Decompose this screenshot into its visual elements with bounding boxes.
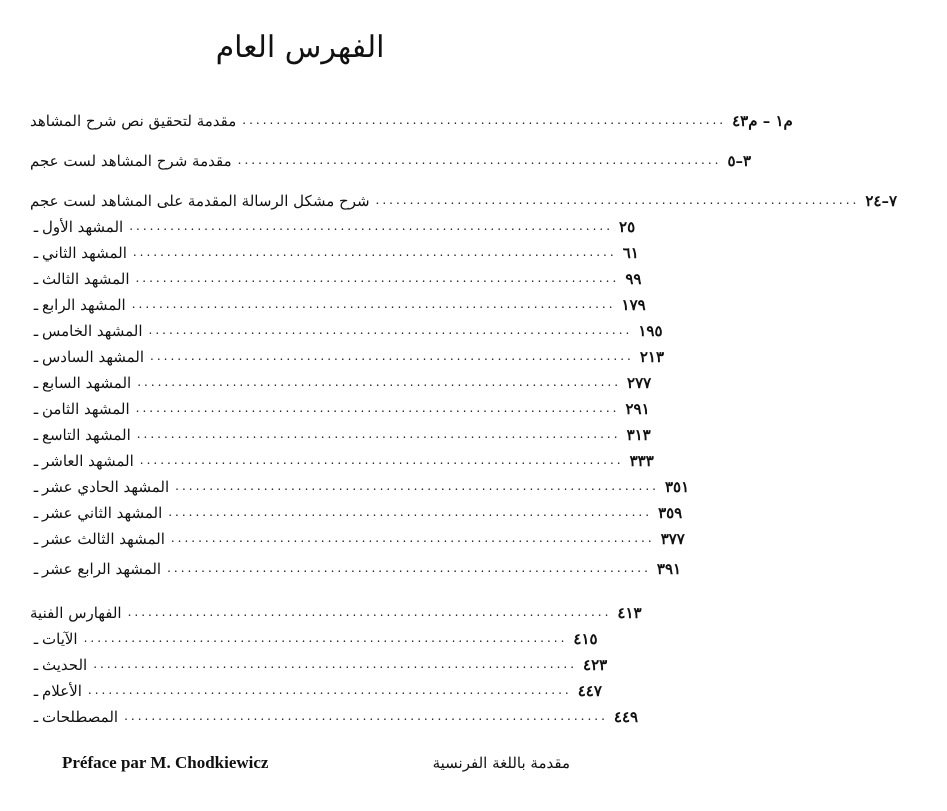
toc-entry-label: المصطلحات — [42, 708, 119, 726]
toc-entry — [30, 238, 639, 262]
toc-leader-dots: ....................................................................... — [139, 453, 624, 467]
toc-leader-dots: ....................................................................... — [87, 683, 572, 697]
toc-entry-page: ٤٤٧ — [577, 682, 602, 700]
toc-entry-page: ١٩٥ — [638, 322, 663, 340]
toc-entry — [30, 290, 646, 314]
toc-entry-label: المشهد الأول — [42, 218, 124, 236]
toc-dash: ـ — [33, 296, 39, 314]
toc-entry — [30, 554, 682, 578]
toc-dash: ـ — [33, 322, 39, 340]
toc-entry — [30, 446, 654, 470]
toc-leader-dots: ....................................................................... — [167, 561, 651, 575]
toc-dash: ـ — [33, 374, 39, 392]
toc-leader-dots: ....................................................................... — [129, 219, 614, 233]
toc-entry-page: ٤١٣ — [617, 604, 642, 622]
toc-entry-page: ٢٥ — [619, 218, 636, 236]
toc-dash: ـ — [33, 560, 39, 578]
toc-dash: ـ — [33, 452, 39, 470]
toc-entry-page: ٣٥١ — [664, 478, 690, 496]
toc-leader-dots: ....................................................................... — [132, 245, 617, 259]
toc-entry — [30, 598, 642, 622]
toc-entry — [30, 186, 898, 210]
toc-entry — [30, 676, 602, 700]
toc-entry-label: مقدمة شرح المشاهد لست عجم — [30, 152, 232, 170]
toc-dash: ـ — [33, 244, 39, 262]
toc-leader-dots: ....................................................................... — [168, 505, 653, 519]
toc-entry — [30, 342, 665, 366]
toc-leader-dots: ....................................................................... — [93, 657, 578, 671]
toc-entry-label: المشهد السادس — [42, 348, 145, 366]
toc-entry — [30, 368, 652, 392]
toc-entry-page: ٤٤٩ — [613, 708, 639, 726]
toc-entry-page: ٣٩١ — [656, 560, 682, 578]
toc-entry — [30, 420, 651, 444]
toc-entry — [30, 146, 752, 170]
toc-leader-dots: ....................................................................... — [135, 401, 620, 415]
toc-entry-page: ٤١٥ — [573, 630, 598, 648]
toc-entry — [30, 106, 793, 130]
toc-leader-dots: ....................................................................... — [150, 349, 634, 363]
toc-dash: ـ — [33, 708, 39, 726]
toc-dash: ـ — [33, 630, 39, 648]
toc-entry — [30, 394, 650, 418]
toc-entry-page: ٢٩١ — [625, 400, 650, 418]
toc-entry — [30, 264, 642, 288]
toc-dash: ـ — [33, 656, 39, 674]
toc-dash: ـ — [33, 478, 39, 496]
toc-entry-label: المشهد التاسع — [42, 426, 131, 444]
toc-entry-page: ٣٧٧ — [660, 530, 685, 548]
toc-entry-label: المشهد السابع — [42, 374, 132, 392]
toc-entry-page: ٣–٥ — [727, 152, 752, 170]
toc-entry — [30, 472, 690, 496]
toc-entry-page: ٣٣٣ — [629, 452, 654, 470]
toc-entry-page: ٧–٢٤ — [865, 192, 898, 210]
toc-leader-dots: ....................................................................... — [237, 153, 722, 167]
toc-entry-label: المشهد الخامس — [42, 322, 143, 340]
toc-entry-label: المشهد الثالث عشر — [42, 530, 165, 548]
toc-dash: ـ — [33, 348, 39, 366]
toc-leader-dots: ....................................................................... — [148, 323, 633, 337]
toc-entry — [30, 524, 685, 548]
toc-entry-page: ٣٥٩ — [658, 504, 683, 522]
toc-dash: ـ — [33, 426, 39, 444]
toc-entry-page: ٩٩ — [625, 270, 642, 288]
toc-leader-dots: ....................................................................... — [135, 271, 620, 285]
toc-entry-label: الآيات — [42, 630, 78, 648]
toc-entry — [30, 498, 683, 522]
toc-entry-page: ٤٢٣ — [583, 656, 608, 674]
toc-entry-label: المشهد الرابع — [42, 296, 126, 314]
toc-entry-label: مقدمة لتحقيق نص شرح المشاهد — [30, 112, 237, 130]
arabic-preface-note: مقدمة باللغة الفرنسية — [432, 754, 570, 772]
toc-entry-page: ٢١٣ — [639, 348, 665, 366]
toc-entry-page: م١ – م٤٣ — [732, 112, 793, 130]
toc-leader-dots: ....................................................................... — [131, 297, 616, 311]
page-title: الفهرس العام — [215, 30, 385, 65]
toc-entry-label: المشهد الثالث — [42, 270, 130, 288]
toc-entry-label: الفهارس الفنية — [30, 604, 122, 622]
toc-leader-dots: ....................................................................... — [136, 427, 621, 441]
toc-leader-dots: ....................................................................... — [375, 193, 860, 207]
toc-dash: ـ — [33, 530, 39, 548]
french-preface-note: Préface par M. Chodkiewicz — [62, 753, 269, 772]
toc-entry-label: المشهد الرابع عشر — [42, 560, 162, 578]
toc-leader-dots: ....................................................................... — [137, 375, 622, 389]
toc-entry — [30, 212, 636, 236]
toc-leader-dots: ....................................................................... — [175, 479, 659, 493]
toc-entry — [30, 702, 639, 726]
toc-dash: ـ — [33, 400, 39, 418]
toc-entry-label: الحديث — [42, 656, 88, 674]
toc-entry-page: ٣١٣ — [626, 426, 651, 444]
toc-leader-dots: ....................................................................... — [170, 531, 655, 545]
toc-dash: ـ — [33, 504, 39, 522]
toc-entry-page: ١٧٩ — [621, 296, 646, 314]
toc-dash: ـ — [33, 218, 39, 236]
toc-leader-dots: ....................................................................... — [83, 631, 568, 645]
toc-entry-label: المشهد الثاني عشر — [42, 504, 163, 522]
toc-entry-label: المشهد العاشر — [42, 452, 134, 470]
toc-entry-page: ٦١ — [622, 244, 639, 262]
toc-entry-label: المشهد الحادي عشر — [42, 478, 170, 496]
toc-leader-dots: ....................................................................... — [127, 605, 612, 619]
toc-entry — [30, 650, 608, 674]
toc-entry-page: ٢٧٧ — [627, 374, 652, 392]
toc-entry-label: شرح مشكل الرسالة المقدمة على المشاهد لست عجم — [30, 192, 370, 210]
toc-dash: ـ — [33, 682, 39, 700]
toc-entry-label: الأعلام — [42, 682, 82, 700]
toc-leader-dots: ....................................................................... — [124, 709, 608, 723]
toc-entry — [30, 316, 663, 340]
toc-entry-label: المشهد الثاني — [42, 244, 127, 262]
toc-leader-dots: ....................................................................... — [242, 113, 727, 127]
toc-entry — [30, 624, 598, 648]
toc-entry-label: المشهد الثامن — [42, 400, 130, 418]
toc-dash: ـ — [33, 270, 39, 288]
